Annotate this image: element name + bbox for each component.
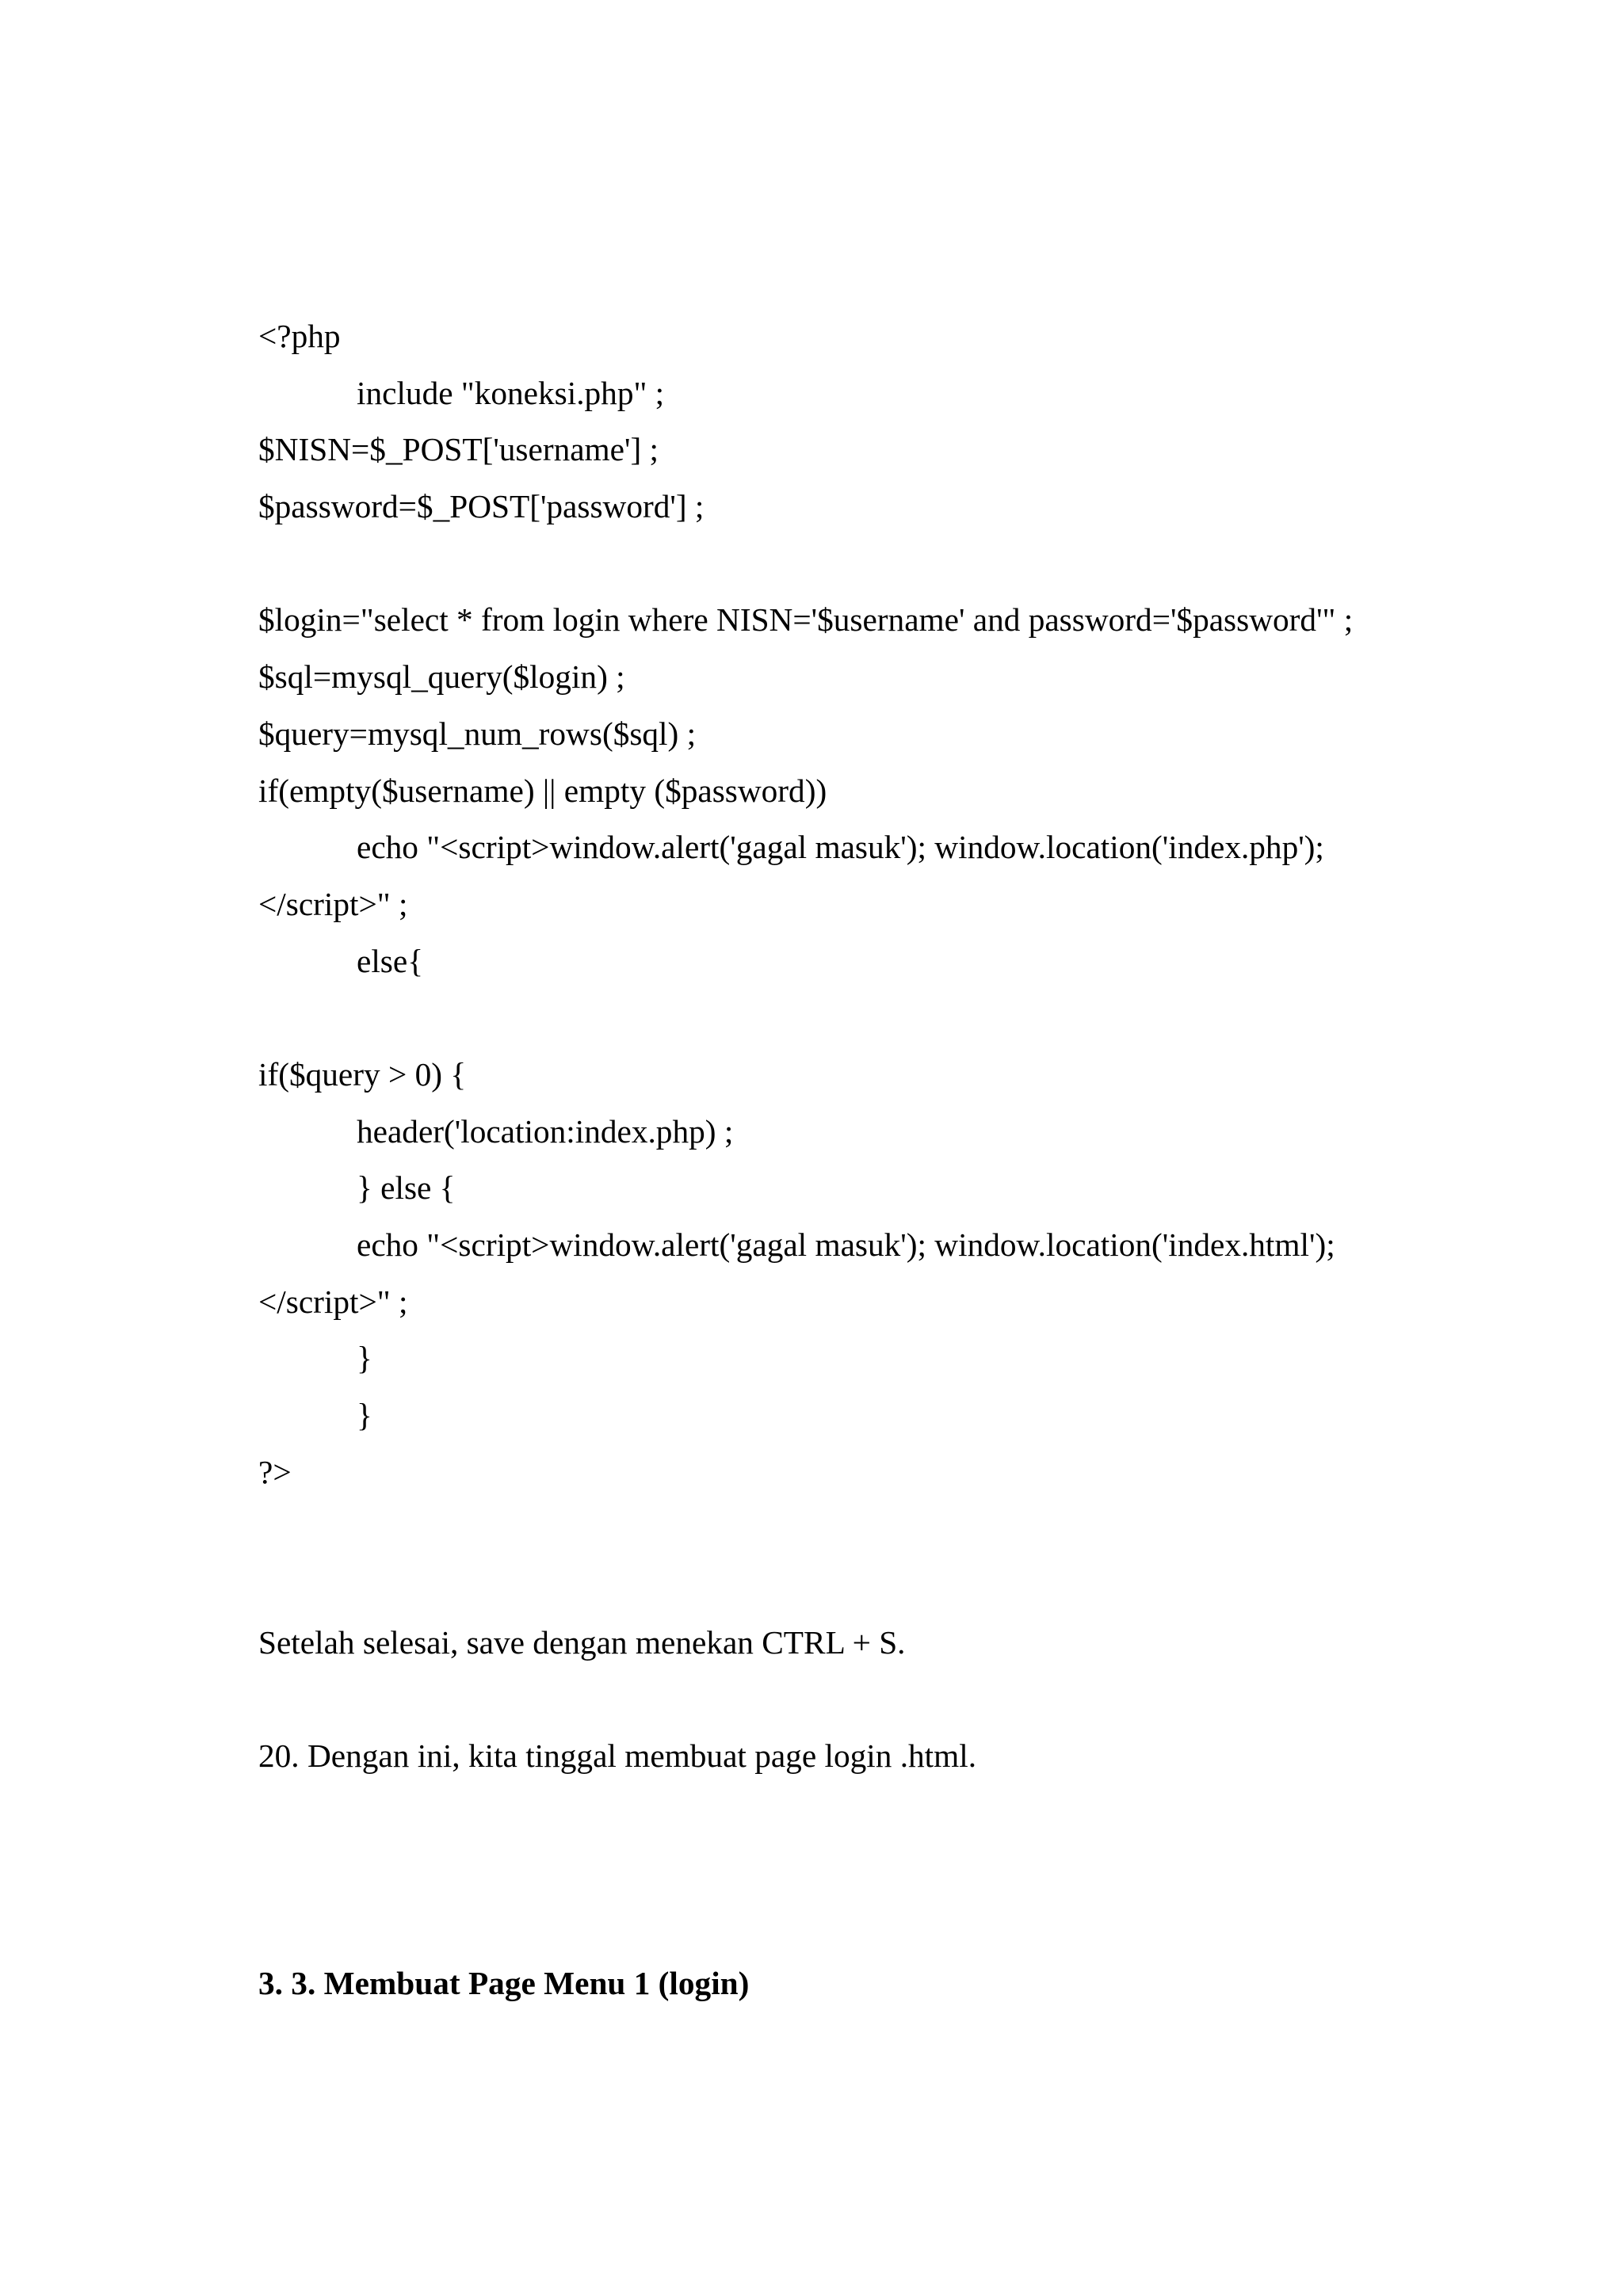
code-line-if-empty: if(empty($username) || empty ($password))	[258, 772, 827, 809]
code-line-closing-brace: }	[357, 1397, 372, 1434]
code-line-password: $password=$_POST['password'] ;	[258, 488, 705, 525]
code-line-echo-alert: echo "<script>window.alert('gagal masuk'); window.location('index.php');	[357, 829, 1324, 866]
blank-line	[258, 1898, 1480, 1955]
code-line-login-query: $login="select * from login where NISN='$username' and password='$password'" ;	[258, 601, 1354, 639]
code-line-else: else{	[357, 942, 424, 979]
instruction-paragraph: Setelah selesai, save dengan menekan CTRL + S.	[258, 1623, 906, 1661]
code-line-script-close: </script>" ;	[258, 885, 408, 922]
code-line-include: include "koneksi.php" ;	[357, 374, 665, 411]
code-line-php-open: <?php	[258, 318, 341, 354]
blank-line	[258, 1672, 1480, 1729]
blank-line	[258, 536, 1480, 593]
blank-line	[258, 1842, 1480, 1899]
code-line-if-query: if($query > 0) {	[258, 1055, 467, 1093]
code-line-script-close: </script>" ;	[258, 1283, 408, 1320]
code-line-query: $query=mysql_num_rows($sql) ;	[258, 715, 697, 752]
blank-line	[258, 1558, 1480, 1615]
code-line-php-close: ?>	[258, 1453, 292, 1490]
code-line-sql: $sql=mysql_query($login) ;	[258, 658, 625, 696]
code-block	[258, 308, 1480, 1501]
code-line-else-brace: } else {	[357, 1169, 456, 1207]
blank-line	[258, 990, 1480, 1047]
code-line-header: header('location:index.php) ;	[357, 1112, 734, 1150]
code-line-nisn: $NISN=$_POST['username'] ;	[258, 431, 659, 468]
step-paragraph: 20. Dengan ini, kita tinggal membuat page login .html.	[258, 1737, 977, 1775]
section-heading: 3. 3. Membuat Page Menu 1 (login)	[258, 1964, 750, 2001]
code-line-closing-brace: }	[357, 1340, 372, 1377]
blank-line	[258, 1501, 1480, 1558]
blank-line	[258, 1785, 1480, 1842]
code-line-echo-alert: echo "<script>window.alert('gagal masuk'); window.location('index.html');	[357, 1226, 1335, 1263]
